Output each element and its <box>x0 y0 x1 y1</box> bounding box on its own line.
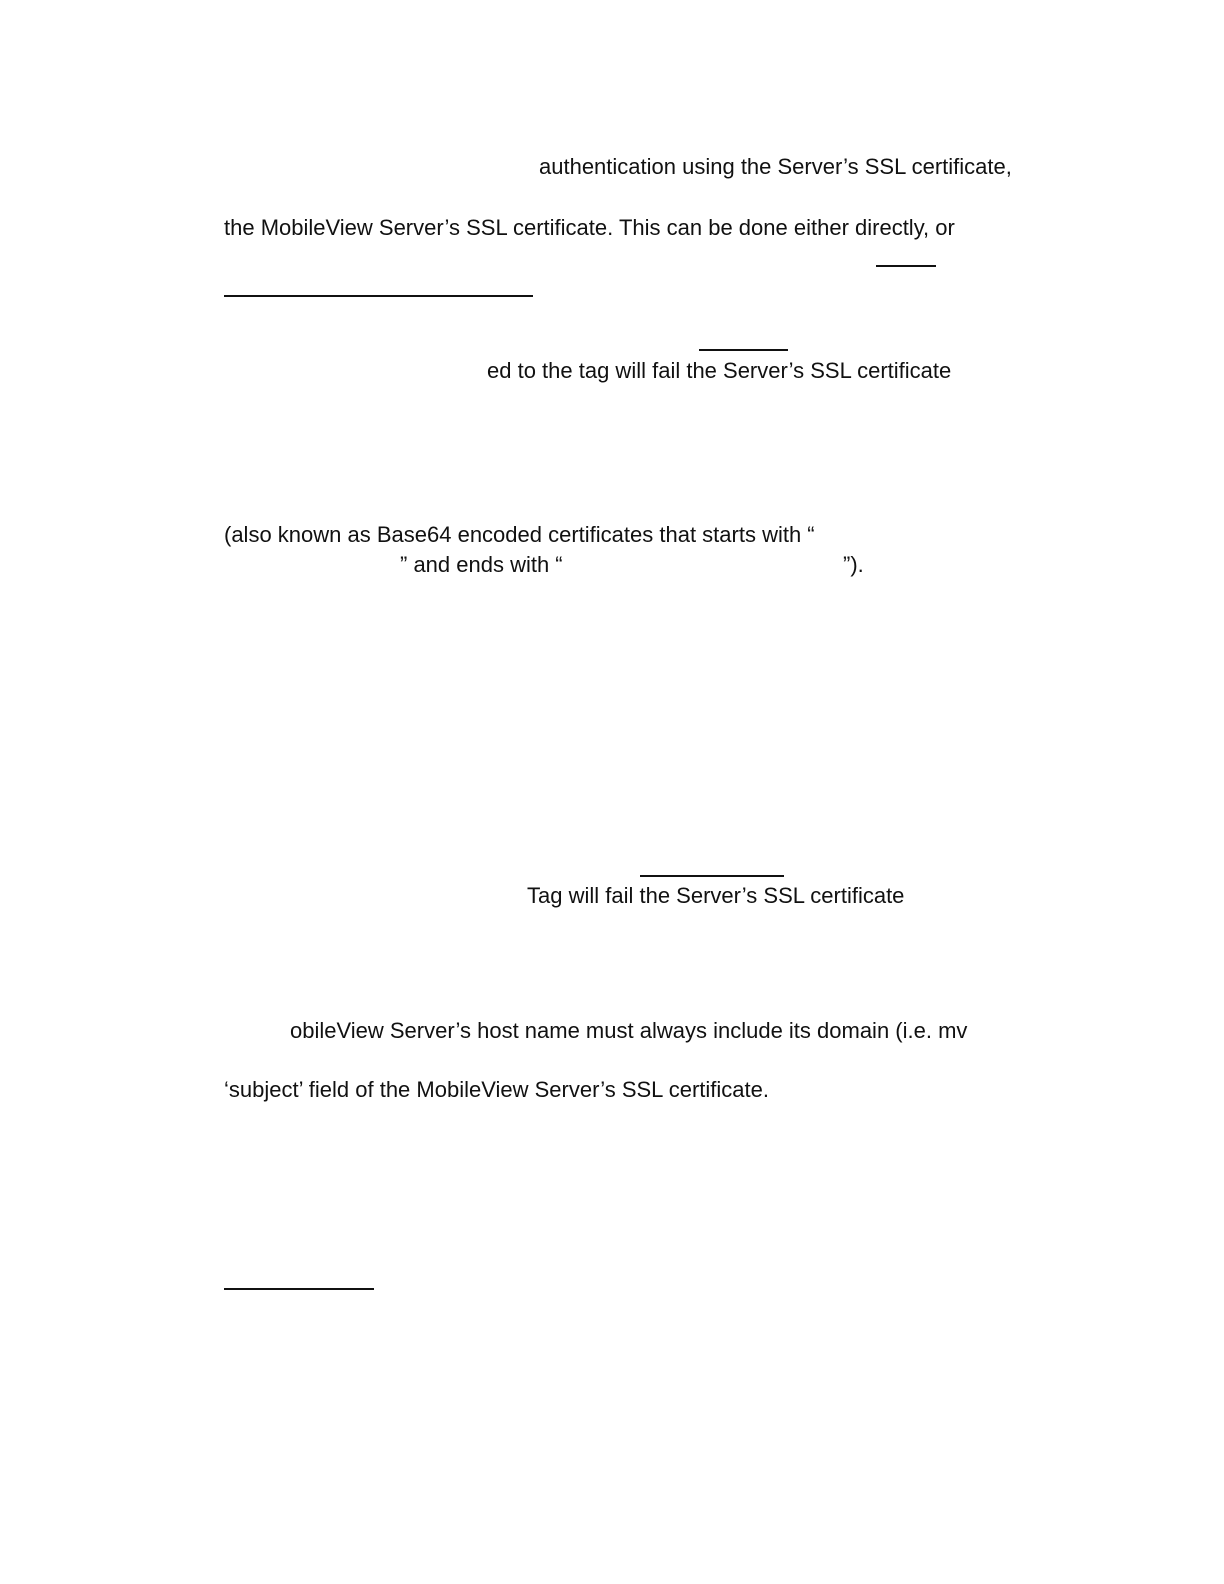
footnote-separator <box>224 1288 374 1290</box>
text-line-tag-will-fail: Tag will fail the Server’s SSL certificate <box>527 883 905 908</box>
text-line-host-name: obileView Server’s host name must always include its domain (i.e. mv <box>290 1018 968 1043</box>
text-line-ends-with: ” and ends with “ <box>400 552 563 577</box>
underline-rule-2 <box>224 295 533 297</box>
text-line-base64: (also known as Base64 encoded certificates that starts with “ <box>224 522 815 547</box>
text-line-closing-quote: ”). <box>843 552 864 577</box>
underline-rule-3 <box>699 349 788 351</box>
text-line-mobileview-certificate: the MobileView Server’s SSL certificate. This can be done either directly, or <box>224 215 955 240</box>
underline-rule-1 <box>876 265 936 267</box>
text-line-subject-field: ‘subject’ field of the MobileView Server’s SSL certificate. <box>224 1077 769 1102</box>
text-line-tag-fail: ed to the tag will fail the Server’s SSL certificate <box>487 358 952 383</box>
text-line-authentication: authentication using the Server’s SSL certificate, <box>539 154 1012 179</box>
underline-rule-4 <box>640 875 784 877</box>
